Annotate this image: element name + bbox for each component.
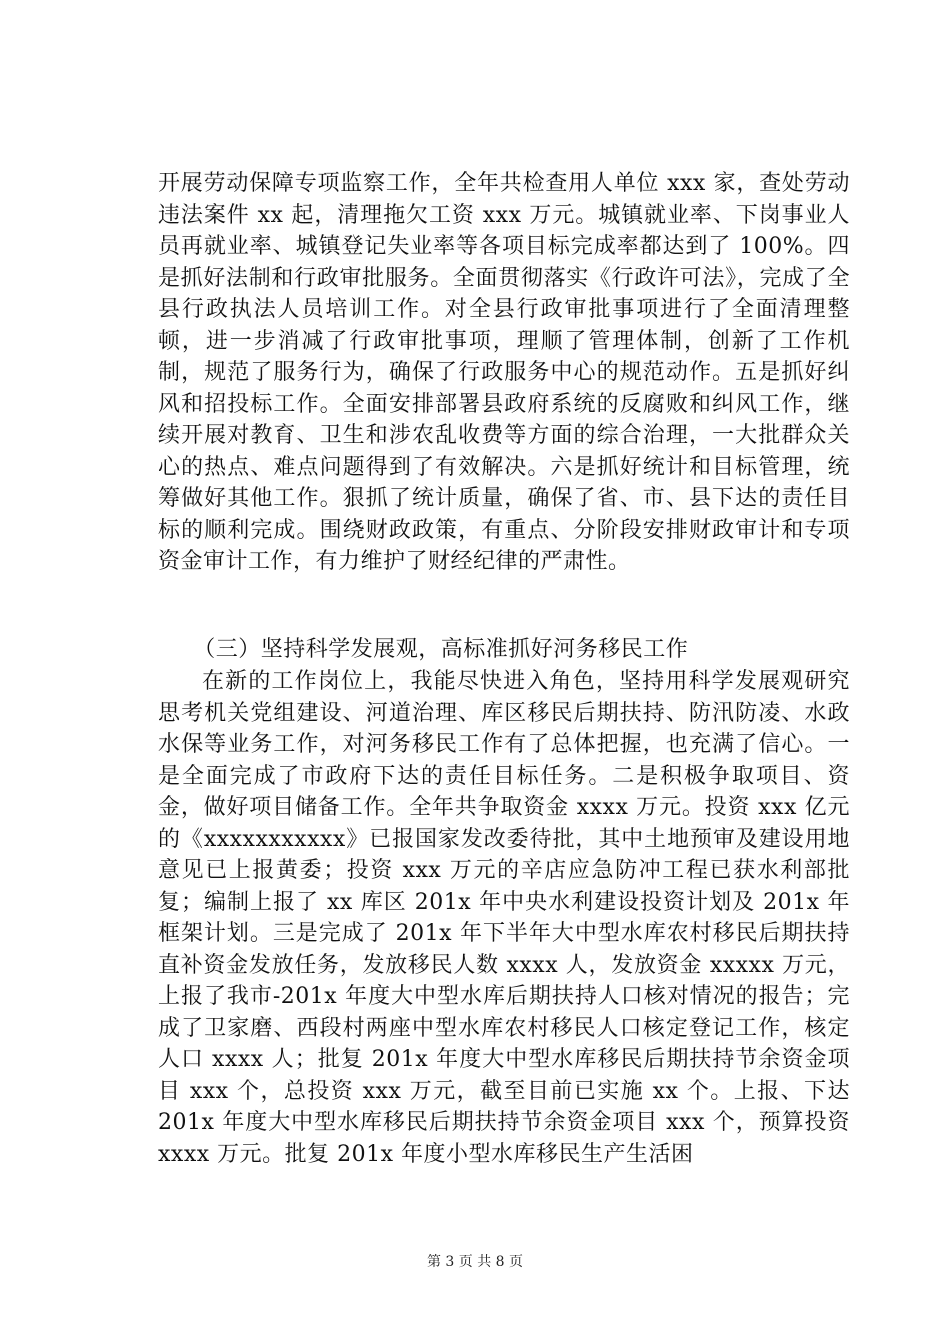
body-paragraph: 在新的工作岗位上，我能尽快进入角色，坚持用科学发展观研究思考机关党组建设、河道治理、库区移民后期扶持、防汛防凌、水政水保等业务工作，对河务移民工作有了总体把握，也充满了信心。一是全面完成了市政府下达的责任目标任务。二是积极争取项目、资金，做好项目储备工作。全年共争取资金 xxxx 万元。投资 xxx 亿元的《xxxxxxxxxxx》已报国家发改委待批，其中土地预审及建设用地意见已上报黄委；投资 xxx 万元的辛店应急防冲工程已获水利部批复；编制上报了 xx 库区 201x 年中央水利建设投资计划及 201x 年框架计划。三是完成了 201x 年下半年大中型水库农村移民后期扶持直补资金发放任务，发放移民人数 xxxx 人，发放资金 xxxxx 万元，上报了我市-201x 年度大中型水库后期扶持人口核对情况的报告；完成了卫家磨、西段村两座中型水库农村移民人口核定登记工作，核定人口 xxxx 人；批复 201x 年度大中型水库移民后期扶持节余资金项目 xxx 个，总投资 xxx 万元，截至目前已实施 xx 个。上报、下达 201x 年度大中型水库移民后期扶持节余资金项目 xxx 个，预算投资 xxxx 万元。批复 201x 年度小型水库移民生产生活困: [158, 669, 850, 1167]
body-paragraph: 开展劳动保障专项监察工作，全年共检查用人单位 xxx 家，查处劳动违法案件 xx 起，清理拖欠工资 xxx 万元。城镇就业率、下岗事业人员再就业率、城镇登记失业率等各项目标完成率都达到了 100%。四是抓好法制和行政审批服务。全面贯彻落实《行政许可法》，完成了全县行政执法人员培训工作。对全县行政审批事项进行了全面清理整顿，进一步消减了行政审批事项，理顺了管理体制，创新了工作机制，规范了服务行为，确保了行政服务中心的规范动作。五是抓好纠风和招投标工作。全面安排部署县政府系统的反腐败和纠风工作，继续开展对教育、卫生和涉农乱收费等方面的综合治理，一大批群众关心的热点、难点问题得到了有效解决。六是抓好统计和目标管理，统筹做好其他工作。狠抓了统计质量，确保了省、市、县下达的责任目标的顺利完成。围绕财政政策，有重点、分阶段安排财政审计和专项资金审计工作，有力维护了财经纪律的严肃性。: [158, 171, 850, 574]
section-heading: （三）坚持科学发展观，高标准抓好河务移民工作: [193, 637, 689, 662]
page-number-footer: 第 3 页 共 8 页: [426, 1254, 524, 1270]
